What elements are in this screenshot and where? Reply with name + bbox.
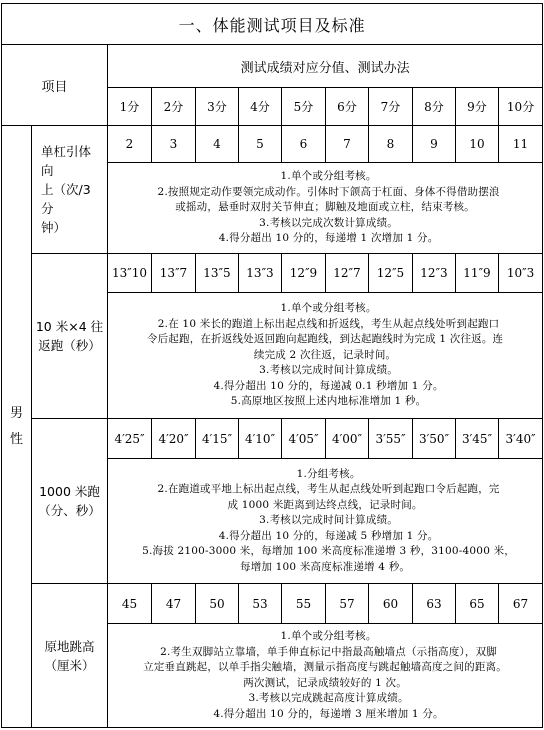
test-method-pullup bbox=[108, 163, 543, 254]
score-value: 55 bbox=[282, 584, 326, 624]
method-line: 2.考生双脚站立靠墙，单手伸直标记中指最高触墙点（示指高度），双脚 bbox=[160, 645, 497, 658]
score-value: 9 bbox=[413, 126, 456, 163]
score-header: 1分 bbox=[108, 88, 152, 126]
event-name-line: 上（次/3分 bbox=[41, 182, 91, 216]
event-name-line: 钟） bbox=[41, 220, 67, 235]
score-value: 3′55″ bbox=[369, 419, 413, 459]
group-male bbox=[2, 126, 32, 728]
score-value: 3′50″ bbox=[413, 419, 456, 459]
method-line: 每增加 100 米高度标准递增 4 秒。 bbox=[240, 560, 411, 573]
method-line: 5.海拔 2100-3000 米，每增加 100 米高度标准递增 3 秒，3100-4000 米， bbox=[142, 545, 516, 558]
score-value: 12″5 bbox=[369, 254, 413, 293]
score-value: 3′40″ bbox=[499, 419, 543, 459]
method-line: 4.得分超出 10 分的，每递减 5 秒增加 1 分。 bbox=[218, 529, 439, 542]
score-value: 45 bbox=[108, 584, 152, 624]
test-method-shuttle-run bbox=[108, 293, 543, 419]
score-value: 12″9 bbox=[282, 254, 326, 293]
score-value: 4 bbox=[196, 126, 239, 163]
method-line: 1.单个或分组考核。 bbox=[280, 170, 377, 183]
score-value: 11″9 bbox=[456, 254, 499, 293]
method-line: 4.得分超出 10 分的，每递增 3 厘米增加 1 分。 bbox=[213, 707, 444, 720]
event-name-line: 10 米×4 往 bbox=[35, 319, 104, 334]
method-line: 或摇动，悬垂时双肘关节伸直；脚触及地面或立柱，结束考核。 bbox=[175, 201, 475, 214]
score-header: 7分 bbox=[369, 88, 413, 126]
event-values-row bbox=[2, 254, 543, 293]
method-line: 立定垂直跳起，以单手指尖触墙，测量示指高度与跳起触墙高度之间的距离。 bbox=[143, 661, 507, 673]
event-name-line: （厘米） bbox=[44, 657, 95, 673]
score-value: 13″7 bbox=[152, 254, 196, 293]
event-name-line: （分、秒） bbox=[38, 503, 101, 518]
method-line: 3.考核以完成时间计算成绩。 bbox=[259, 514, 398, 527]
score-value: 13″10 bbox=[108, 254, 152, 293]
score-value: 4′05″ bbox=[282, 419, 326, 459]
score-value: 57 bbox=[326, 584, 369, 624]
score-value: 47 bbox=[152, 584, 196, 624]
event-name-line: 原地跳高 bbox=[44, 638, 95, 654]
score-value: 63 bbox=[413, 584, 456, 624]
score-value: 4′10″ bbox=[239, 419, 282, 459]
score-value: 60 bbox=[369, 584, 413, 624]
score-value: 13″3 bbox=[239, 254, 282, 293]
score-value: 4′20″ bbox=[152, 419, 196, 459]
event-name-line: 1000 米跑 bbox=[39, 484, 100, 499]
score-header: 4分 bbox=[239, 88, 282, 126]
score-value: 5 bbox=[239, 126, 282, 163]
method-line: 续完成 2 次往返，记录时间。 bbox=[253, 348, 397, 361]
item-header: 项目 bbox=[2, 45, 108, 126]
group-label-line: 男 bbox=[9, 405, 23, 421]
score-value: 3 bbox=[152, 126, 196, 163]
method-line: 令后起跑，在折返线处返回跑向起跑线，到达起跑线时为完成 1 次往返。连 bbox=[146, 333, 504, 346]
score-value: 67 bbox=[499, 584, 543, 624]
method-line: 1.单个或分组考核。 bbox=[280, 302, 377, 315]
score-value: 7 bbox=[326, 126, 369, 163]
score-header: 6分 bbox=[326, 88, 369, 126]
score-value: 53 bbox=[239, 584, 282, 624]
method-line: 3.考核以完成跳起高度计算成绩。 bbox=[248, 692, 409, 704]
score-value: 4′25″ bbox=[108, 419, 152, 459]
test-method-vertical-jump bbox=[108, 624, 543, 728]
score-header: 3分 bbox=[196, 88, 239, 126]
score-value: 6 bbox=[282, 126, 326, 163]
score-value: 65 bbox=[456, 584, 499, 624]
score-value: 4′00″ bbox=[326, 419, 369, 459]
score-value: 10″3 bbox=[499, 254, 543, 293]
event-name-vertical-jump bbox=[32, 584, 108, 728]
event-name-shuttle-run bbox=[32, 254, 108, 419]
standards-header: 测试成绩对应分值、测试办法 bbox=[108, 45, 543, 88]
method-line: 5.高原地区按照上述内地标准增加 1 秒。 bbox=[230, 395, 427, 408]
score-value: 4′15″ bbox=[196, 419, 239, 459]
score-value: 10 bbox=[456, 126, 499, 163]
method-line: 两次测试，记录成绩较好的 1 次。 bbox=[243, 676, 407, 689]
score-value: 12″7 bbox=[326, 254, 369, 293]
event-name-line: 单杠引体向 bbox=[41, 144, 92, 178]
fitness-standards-table bbox=[1, 3, 543, 728]
score-value: 12″3 bbox=[413, 254, 456, 293]
test-method-1000m-run bbox=[108, 459, 543, 584]
score-value: 3′45″ bbox=[456, 419, 499, 459]
method-line: 2.在跑道或平地上标出起点线，考生从起点线处听到起跑口令后起跑，完 bbox=[157, 483, 500, 496]
score-header: 8分 bbox=[413, 88, 456, 126]
score-value: 8 bbox=[369, 126, 413, 163]
method-line: 1.单个或分组考核。 bbox=[280, 630, 377, 642]
method-line: 成 1000 米距离到达终点线，记录时间。 bbox=[227, 498, 423, 511]
group-label-line: 性 bbox=[9, 431, 23, 447]
method-line: 2.在 10 米长的跑道上标出起点线和折返线，考生从起点线处听到起跑口 bbox=[157, 317, 500, 330]
score-header: 10分 bbox=[499, 88, 543, 126]
score-value: 11 bbox=[499, 126, 543, 163]
score-value: 2 bbox=[108, 126, 152, 163]
score-header: 2分 bbox=[152, 88, 196, 126]
score-value: 50 bbox=[196, 584, 239, 624]
method-line: 3.考核以完成时间计算成绩。 bbox=[259, 364, 398, 377]
score-value: 13″5 bbox=[196, 254, 239, 293]
event-name-1000m-run bbox=[32, 419, 108, 584]
method-line: 2.按照规定动作要领完成动作。引体时下颌高于杠面、身体不得借助摆浪 bbox=[157, 185, 500, 198]
page-title: 一、体能测试项目及标准 bbox=[2, 4, 543, 45]
method-line: 4.得分超出 10 分的，每递增 1 次增加 1 分。 bbox=[218, 232, 439, 245]
method-line: 4.得分超出 10 分的，每递减 0.1 秒增加 1 分。 bbox=[213, 379, 444, 392]
event-name-line: 返跑（秒） bbox=[38, 338, 101, 353]
method-line: 1.分组考核。 bbox=[296, 467, 361, 480]
score-header: 9分 bbox=[456, 88, 499, 126]
score-header: 5分 bbox=[282, 88, 326, 126]
event-values-row bbox=[2, 584, 543, 624]
event-name-pullup bbox=[32, 126, 108, 254]
event-values-row bbox=[2, 126, 543, 163]
method-line: 3.考核以完成次数计算成绩。 bbox=[259, 216, 398, 229]
event-values-row bbox=[2, 419, 543, 459]
